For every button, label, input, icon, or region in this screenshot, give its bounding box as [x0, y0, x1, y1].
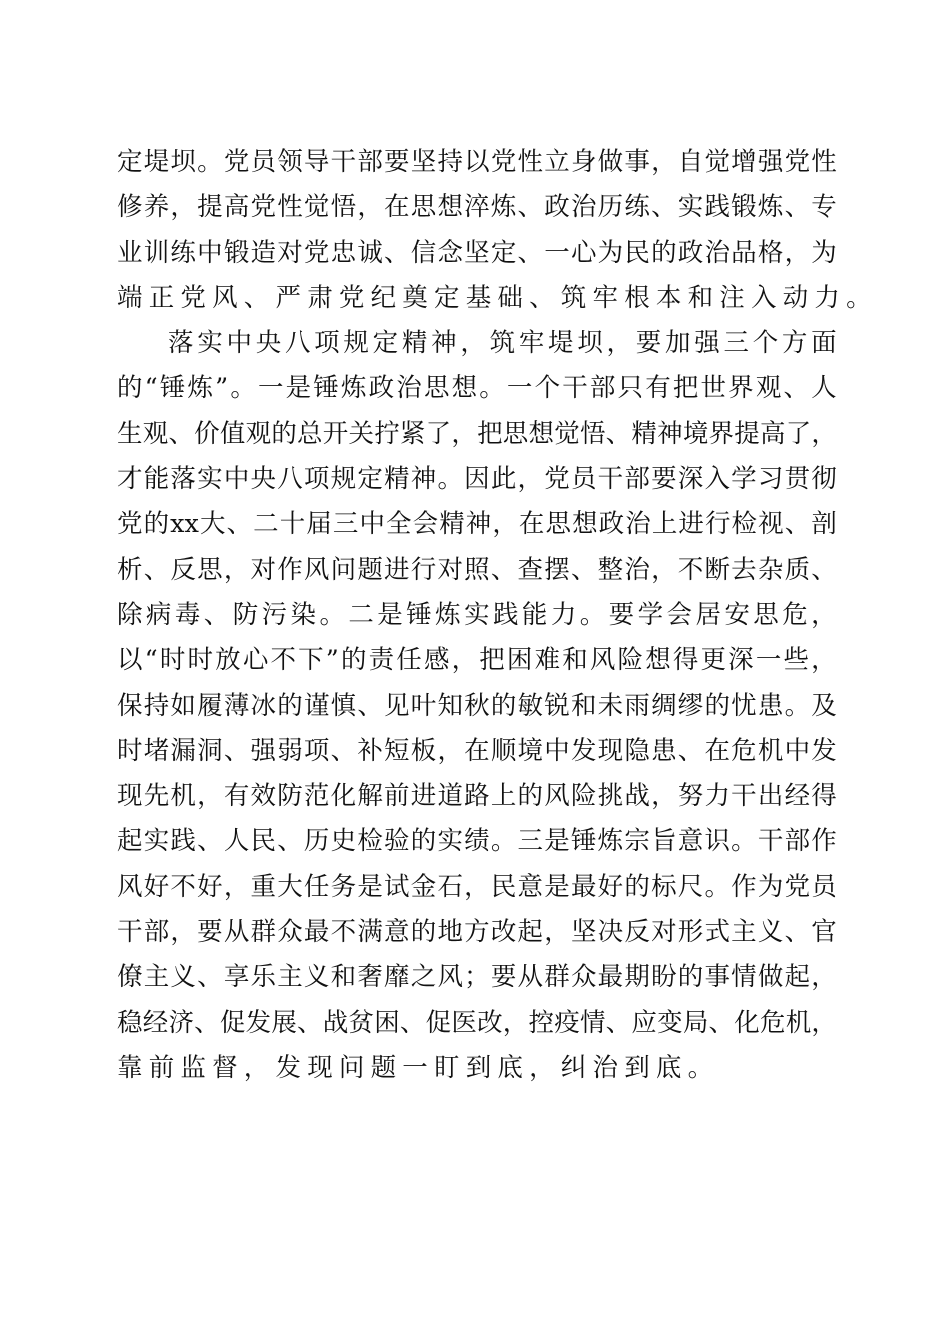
text-line: 生 观 、 价 值 观 的 总 开 关 拧 紧 了 ， 把 思 想 觉 悟 、 精 神 境 界 提 高 了 ，	[117, 418, 837, 449]
text-line: 风 好 不 好 ， 重 大 任 务 是 试 金 石 ， 民 意 是 最 好 的 标 尺 。 作 为 党 员	[117, 871, 837, 902]
text-line: 时 堵 漏 洞 、 强 弱 项 、 补 短 板 ， 在 顺 境 中 发 现 隐 患 、 在 危 机 中 发	[117, 735, 837, 766]
text-line: 修 养 ， 提 高 党 性 觉 悟 ， 在 思 想 淬 炼 、 政 治 历 练 、 实 践 锻 炼 、 专	[117, 192, 837, 223]
text-line: 的 “ 锤 炼 ” 。 一 是 锤 炼 政 治 思 想 。 一 个 干 部 只 有 把 世 界 观 、 人	[117, 373, 837, 404]
text-line: 靠前监督，发现问题一盯到底，纠治到底。	[117, 1052, 720, 1083]
text-line: 除 病 毒 、 防 污 染 。 二 是 锤 炼 实 践 能 力 。 要 学 会 居 安 思 危 ，	[117, 599, 837, 630]
text-line: 起 实 践 、 人 民 、 历 史 检 验 的 实 绩 。 三 是 锤 炼 宗 旨 意 识 。 干 部 作	[117, 826, 837, 857]
text-line: 以 “ 时 时 放 心 不 下 ” 的 责 任 感 ， 把 困 难 和 风 险 想 得 更 深 一 些 ，	[117, 645, 837, 676]
text-line: 僚 主 义 、 享 乐 主 义 和 奢 靡 之 风 ； 要 从 群 众 最 期 盼 的 事 情 做 起 ，	[117, 962, 837, 993]
text-line: 现 先 机 ， 有 效 防 范 化 解 前 进 道 路 上 的 风 险 挑 战 ， 努 力 干 出 经 得	[117, 781, 837, 812]
text-line: 党 的 xx 大 、 二 十 届 三 中 全 会 精 神 ， 在 思 想 政 治 上 进 行 检 视 、 剖	[117, 509, 837, 540]
text-line: 业 训 练 中 锻 造 对 党 忠 诚 、 信 念 坚 定 、 一 心 为 民 的 政 治 品 格 ， 为	[117, 237, 837, 268]
text-line: 定 堤 坝 。 党 员 领 导 干 部 要 坚 持 以 党 性 立 身 做 事 ， 自 觉 增 强 党 性	[117, 147, 837, 177]
paragraph-first-line: 落 实 中 央 八 项 规 定 精 神 ， 筑 牢 堤 坝 ， 要 加 强 三 个 方 面	[168, 328, 837, 359]
text-line: 干 部 ， 要 从 群 众 最 不 满 意 的 地 方 改 起 ， 坚 决 反 对 形 式 主 义 、 官	[117, 917, 837, 948]
text-line: 稳 经 济 、 促 发 展 、 战 贫 困 、 促 医 改 ， 控 疫 情 、 应 变 局 、 化 危 机 ，	[117, 1007, 837, 1038]
text-line: 才 能 落 实 中 央 八 项 规 定 精 神 。 因 此 ， 党 员 干 部 要 深 入 学 习 贯 彻	[117, 464, 837, 495]
text-line: 端正党风、严肃党纪奠定基础、筑牢根本和注入动力。	[117, 282, 878, 313]
text-line: 保 持 如 履 薄 冰 的 谨 慎 、 见 叶 知 秋 的 敏 锐 和 未 雨 绸 缪 的 忧 患 。 及	[117, 690, 837, 721]
text-line: 析 、 反 思 ， 对 作 风 问 题 进 行 对 照 、 查 摆 、 整 治 ， 不 断 去 杂 质 、	[117, 554, 837, 585]
document-body-text	[117, 140, 878, 1091]
